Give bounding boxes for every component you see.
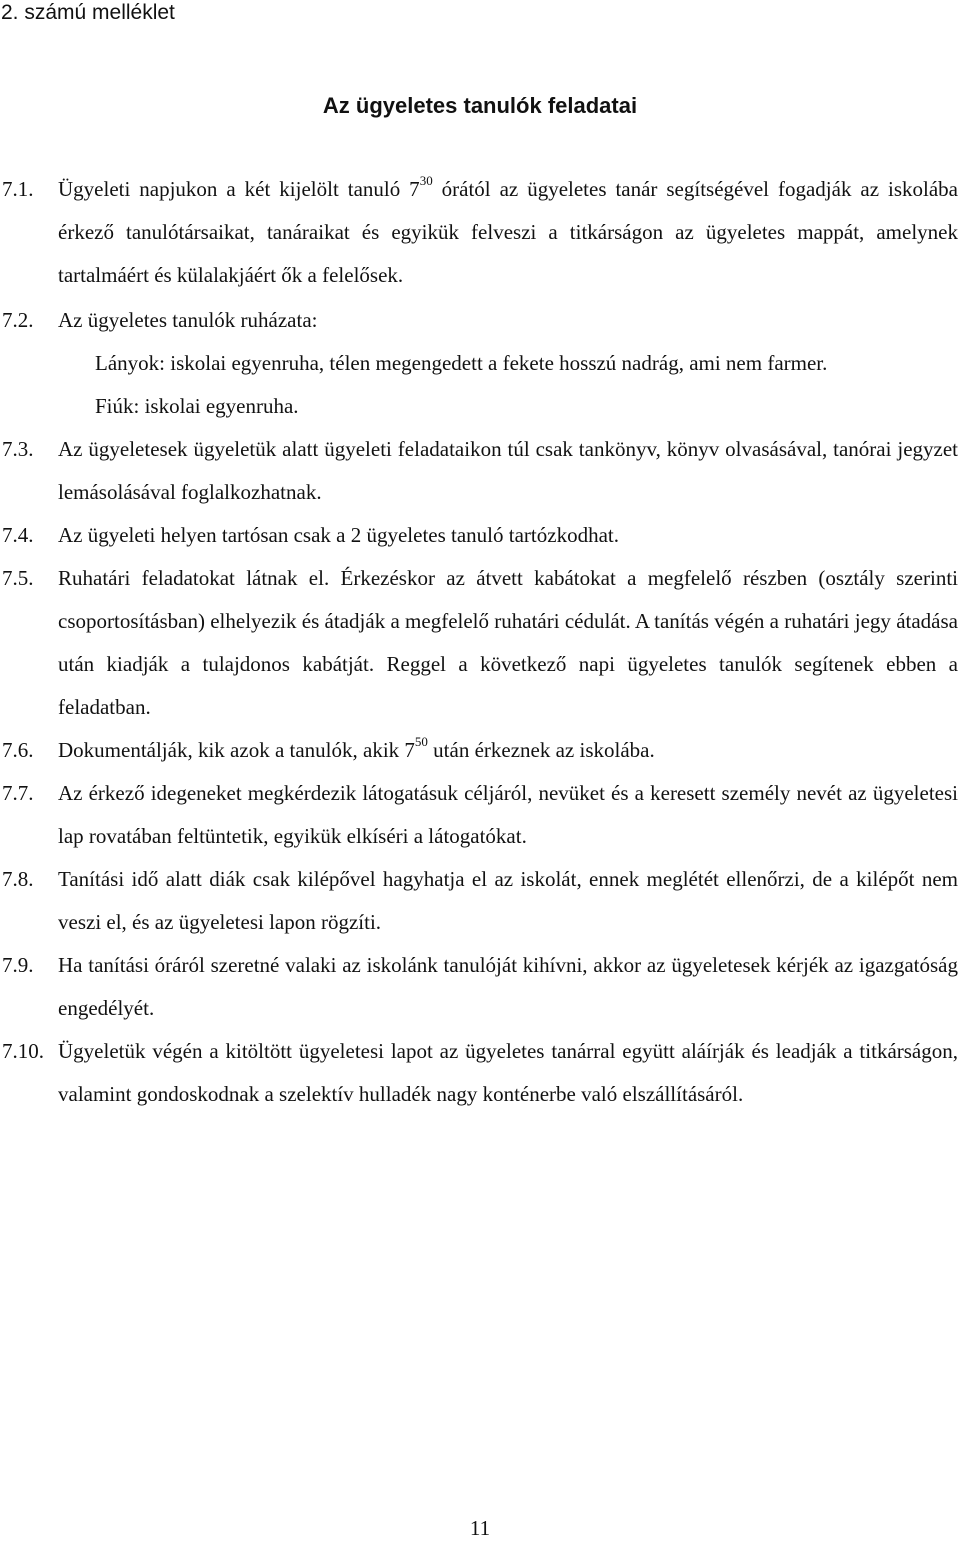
item-number: 7.9. bbox=[2, 953, 34, 977]
list-item bbox=[0, 858, 958, 944]
item-text bbox=[58, 168, 958, 297]
annex-label: 2. számú melléklet bbox=[1, 1, 175, 24]
item-number: 7.8. bbox=[2, 867, 34, 891]
item-text: Az ügyeletesek ügyeletük alatt ügyeleti feladataikon túl csak tankönyv, könyv olvasásával, tanórai jegyzet lemásolásával foglalkozhatnak. bbox=[58, 437, 958, 504]
item-text: Az ügyeleti helyen tartósan csak a 2 ügyeletes tanuló tartózkodhat. bbox=[58, 523, 619, 547]
item-number: 7.2. bbox=[2, 308, 34, 332]
list-item bbox=[0, 557, 958, 729]
item-text: Az ügyeletes tanulók ruházata: bbox=[58, 308, 318, 332]
item-text: Ruhatári feladatokat látnak el. Érkezéskor az átvett kabátokat a megfelelő részben (osztály szerinti csoportosításban) elhelyezik és átadják a megfelelő ruhatári cédulát. A tanítás végén a ruhatári jegy átadása után kiadják a tulajdonos kabátját. Reggel a következő napi ügyeletes tanulók segítenek ebben a feladatban. bbox=[58, 566, 958, 719]
time-superscript: 50 bbox=[414, 734, 428, 749]
document-title: Az ügyeletes tanulók feladatai bbox=[322, 93, 638, 118]
list-item bbox=[0, 1030, 958, 1116]
list-item bbox=[0, 514, 958, 557]
item-text: Tanítási idő alatt diák csak kilépővel hagyhatja el az iskolát, ennek meglétét ellenőrzi, de a kilépőt nem veszi el, és az ügyeletesi lapon rögzíti. bbox=[58, 867, 958, 934]
task-list bbox=[0, 168, 958, 1116]
item-text-part: órától az ügyeletes tanár segítségével fogadják az iskolába érkező tanulótársaikat, tanáraikat és egyikük felveszi a titkárságon az ügyeletes mappát, amelynek tartalmáért és külalakjáért ők a felelősek. bbox=[58, 177, 958, 287]
girls-clothing: Lányok: iskolai egyenruha, télen megengedett a fekete hosszú nadrág, ami nem farmer. bbox=[95, 351, 828, 375]
item-text: Ügyeletük végén a kitöltött ügyeletesi lapot az ügyeletes tanárral együtt aláírják és leadják a titkárságon, valamint gondoskodnak a szelektív hulladék nagy konténerbe való elszállításáról. bbox=[58, 1039, 958, 1106]
item-number: 7.4. bbox=[2, 523, 34, 547]
list-item bbox=[0, 729, 958, 772]
item-number: 7.10. bbox=[2, 1039, 44, 1063]
item-number: 7.7. bbox=[2, 781, 34, 805]
item-number: 7.3. bbox=[2, 437, 34, 461]
list-item bbox=[0, 428, 958, 514]
list-item bbox=[0, 299, 958, 428]
boys-clothing: Fiúk: iskolai egyenruha. bbox=[95, 394, 299, 418]
item-text-part: Dokumentálják, kik azok a tanulók, akik 7 bbox=[58, 738, 415, 762]
item-number: 7.6. bbox=[2, 738, 34, 762]
item-text-part: után érkeznek az iskolába. bbox=[427, 738, 655, 762]
list-item bbox=[0, 772, 958, 858]
item-text-part: Ügyeleti napjukon a két kijelölt tanuló 7 bbox=[58, 177, 420, 201]
item-number: 7.5. bbox=[2, 566, 34, 590]
item-text: Ha tanítási óráról szeretné valaki az iskolánk tanulóját kihívni, akkor az ügyeletesek kérjék az igazgatóság engedélyét. bbox=[58, 953, 958, 1020]
item-text bbox=[58, 729, 958, 772]
time-superscript: 30 bbox=[419, 173, 433, 188]
list-item bbox=[0, 168, 958, 290]
item-number: 7.1. bbox=[2, 177, 34, 201]
item-text: Az érkező idegeneket megkérdezik látogatásuk céljáról, nevüket és a keresett személy nevét az ügyeletesi lap rovatában feltüntetik, egyikük elkíséri a látogatókat. bbox=[58, 781, 958, 848]
page-number: 11 bbox=[469, 1516, 491, 1540]
list-item bbox=[0, 944, 958, 1030]
